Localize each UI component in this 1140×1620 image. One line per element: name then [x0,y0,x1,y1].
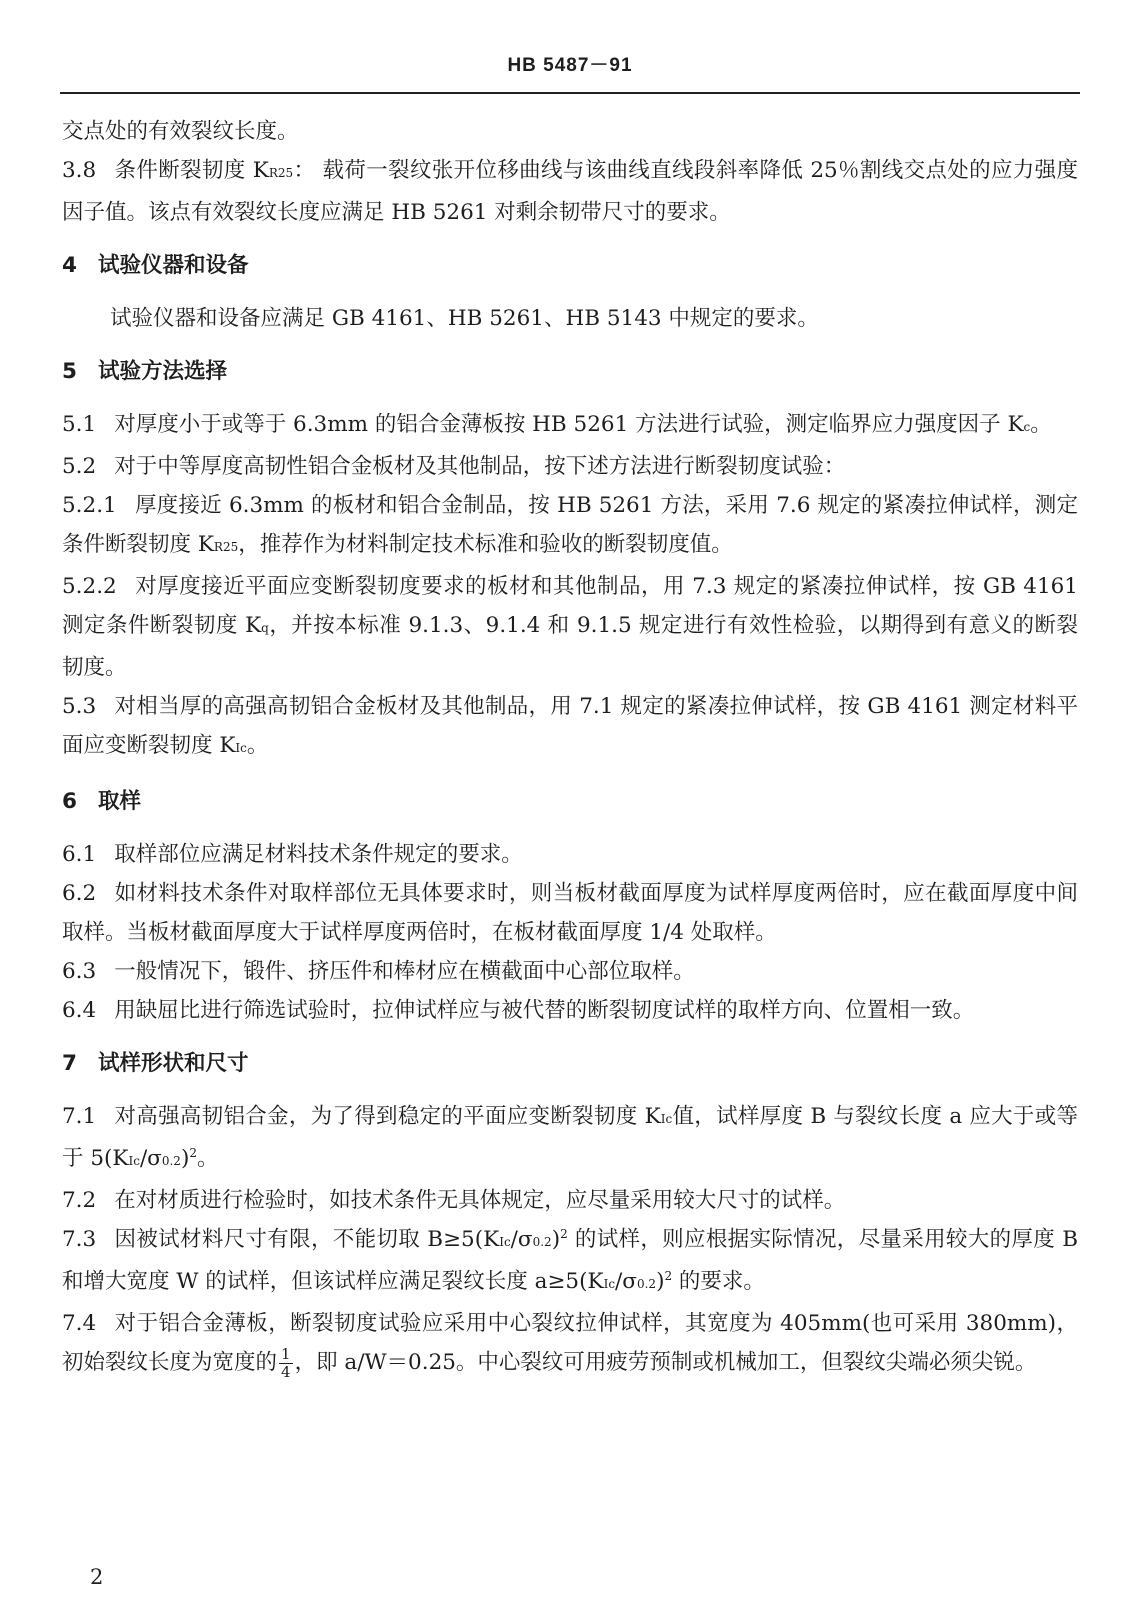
subscript: R25 [213,540,239,554]
header-rule [60,92,1080,94]
clause-text: 。 [246,733,269,758]
clause-number: 7.1 [62,1104,97,1129]
section-heading-4 [62,246,1078,285]
subscript: 0.2 [161,1154,181,1168]
subscript: 0.2 [636,1277,657,1291]
clause-number: 3.8 [62,158,97,183]
subscript: Ic [499,1235,511,1249]
superscript: 2 [664,1268,673,1283]
clause-text: /σ [615,1269,637,1294]
subscript: Ic [603,1277,616,1291]
clause-text: ，推荐作为材料制定技术标准和验收的断裂韧度值。 [238,532,733,557]
section-number: 6 [62,789,77,814]
clause-text: ) [551,1227,561,1252]
section-title: 试验仪器和设备 [98,253,249,278]
clause-6-4 [62,991,1078,1030]
subscript: R25 [268,166,294,180]
superscript: 2 [560,1226,568,1241]
clause-7-3 [62,1220,1078,1304]
section-number: 7 [62,1051,77,1076]
clause-text: /σ [139,1146,162,1171]
clause-text: 对相当厚的高强高韧铝合金板材及其他制品，用 7.1 规定的紧凑拉伸试样，按 GB 4161 测定材料平面应变断裂韧度 K [62,694,1078,758]
clause-7-2 [62,1181,1078,1220]
clause-text: /σ [510,1227,533,1252]
clause-5-2-2 [62,567,1078,687]
clause-text: 对于铝合金薄板，断裂韧度试验应采用中心裂纹拉伸试样，其宽度为 405mm(也可采用 380mm)，初始裂纹长度为宽度的 [62,1311,1078,1375]
clause-text: 一般情况下，锻件、挤压件和棒材应在横截面中心部位取样。 [114,959,695,984]
subscript: Ic [235,741,247,755]
clause-6-3 [62,952,1078,991]
clause-6-1 [62,835,1078,874]
section-number: 4 [62,253,77,278]
clause-number: 7.2 [62,1188,97,1213]
clause-text: 的试样，则应根据实际情况，尽量采用较大的厚度 B 和增大宽度 W 的试样，但该试样应满足裂纹长度 a≥5(K [62,1227,1078,1294]
clause-text: ： 载荷一裂纹张开位移曲线与该曲线直线段斜率降低 25％割线交点处的应力强度因子值。该点有效裂纹长度应满足 HB 5261 对剩余韧带尺寸的要求。 [62,158,1079,225]
clause-text: 。 [196,1146,219,1171]
clause-text: 对厚度接近平面应变断裂韧度要求的板材和其他制品，用 7.3 规定的紧凑拉伸试样，按 GB 4161 测定条件断裂韧度 K [62,574,1078,638]
clause-text: 取样部位应满足材料技术条件规定的要求。 [114,842,523,867]
clause-text: 的要求。 [672,1269,765,1294]
clause-number: 6.4 [62,998,97,1023]
clause-text: ) [180,1146,190,1171]
subscript: q [261,621,269,635]
clause-5-3 [62,687,1078,768]
clause-text: 对于中等厚度高韧性铝合金板材及其他制品，按下述方法进行断裂韧度试验： [114,454,846,479]
clause-number: 5.3 [62,694,97,719]
section-title: 试验方法选择 [98,359,228,384]
section-title: 试样形状和尺寸 [98,1051,249,1076]
section-heading-5 [62,352,1078,391]
clause-6-2 [62,874,1078,952]
section-number: 5 [62,359,77,384]
superscript: 2 [189,1145,197,1160]
clause-text: ，并按本标准 9.1.3、9.1.4 和 9.1.5 规定进行有效性检验，以期得到有意义的断裂韧度。 [62,613,1078,680]
clause-text: 对高强高韧铝合金，为了得到稳定的平面应变断裂韧度 K [114,1104,661,1129]
clause-text: 值，试样厚度 B 与裂纹长度 a 应大于或等于 5(K [62,1104,1078,1171]
clause-5-1 [62,405,1078,447]
clause-number: 5.1 [62,412,97,437]
clause-7-4 [62,1304,1078,1382]
section-heading-7 [62,1044,1078,1083]
document-body [62,112,1078,1382]
document-header: HB 5487－91 [507,55,633,76]
clause-text: ) [656,1269,665,1294]
clause-3-8 [62,151,1078,232]
clause-text: 如材料技术条件对取样部位无具体要求时，则当板材截面厚度为试样厚度两倍时，应在截面厚度中间取样。当板材截面厚度大于试样厚度两倍时，在板材截面厚度 1/4 处取样。 [62,881,1078,945]
fraction-denominator: 4 [281,1362,291,1381]
section-title: 取样 [98,789,142,814]
clause-5-2 [62,447,1078,486]
subscript: Ic [660,1112,673,1126]
page-number: 2 [90,1565,104,1589]
clause-text: 对厚度小于或等于 6.3mm 的铝合金薄板按 HB 5261 方法进行试验，测定临界应力强度因子 K [114,412,1024,437]
clause-text: 厚度接近 6.3mm 的板材和铝合金制品，按 HB 5261 方法，采用 7.6 规定的紧凑拉伸试样，测定条件断裂韧度 K [62,493,1078,557]
clause-text: 条件断裂韧度 K [114,158,269,183]
clause-number: 5.2 [62,454,97,479]
clause-number: 6.3 [62,959,97,984]
clause-5-2-1 [62,486,1078,567]
subscript: 0.2 [532,1235,552,1249]
subscript: c [1023,420,1031,434]
clause-text: 用缺屈比进行筛选试验时，拉伸试样应与被代替的断裂韧度试样的取样方向、位置相一致。 [114,998,975,1023]
clause-number: 6.1 [62,842,97,867]
fraction-numerator: 1 [281,1344,291,1363]
clause-number: 7.4 [62,1311,97,1336]
clause-7-1 [62,1097,1078,1181]
paragraph-4: 试验仪器和设备应满足 GB 4161、HB 5261、HB 5143 中规定的要求。 [110,306,819,331]
clause-number: 6.2 [62,881,97,906]
clause-number: 5.2.1 [62,493,117,518]
clause-text: 在对材质进行检验时，如技术条件无具体规定，应尽量采用较大尺寸的试样。 [114,1188,846,1213]
clause-number: 5.2.2 [62,574,117,599]
section-heading-6 [62,782,1078,821]
subscript: Ic [128,1154,140,1168]
clause-number: 7.3 [62,1227,97,1252]
paragraph-continuation: 交点处的有效裂纹长度。 [62,119,299,144]
clause-text: ，即 a/W＝0.25。中心裂纹可用疲劳预制或机械加工，但裂纹尖端必须尖锐。 [294,1350,1037,1375]
clause-text: 。 [1030,412,1052,437]
clause-text: 因被试材料尺寸有限，不能切取 B≥5(K [114,1227,500,1252]
fraction [279,1346,293,1381]
